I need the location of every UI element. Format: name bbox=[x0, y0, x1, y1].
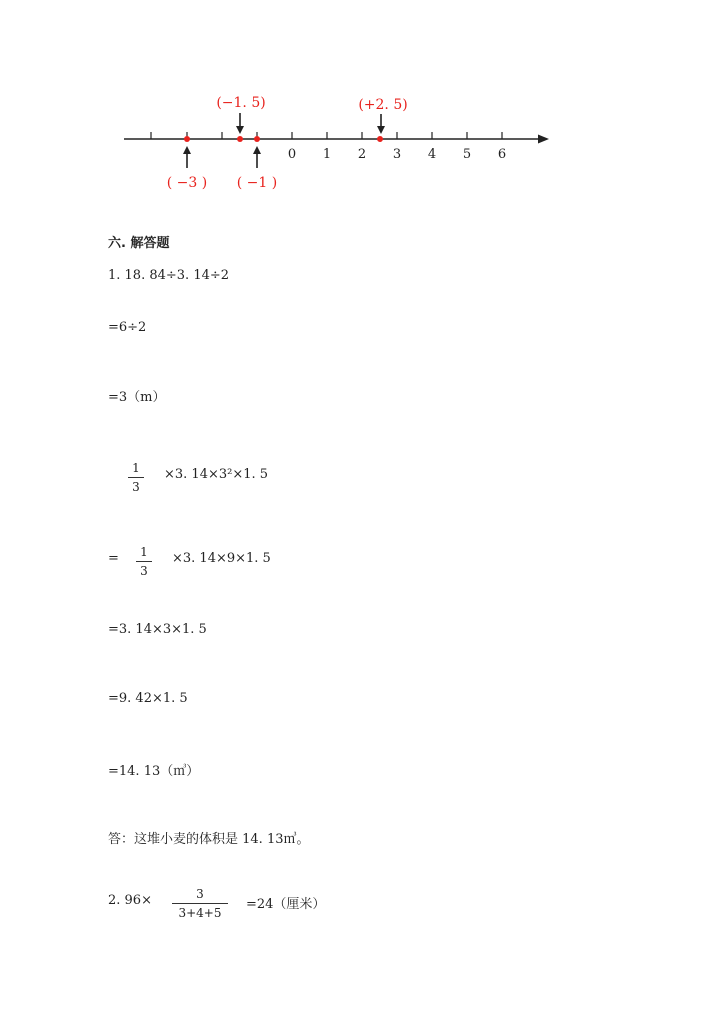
label-minus-1-5: (−1. 5) bbox=[216, 95, 266, 111]
fraction-numerator: 3 bbox=[196, 887, 204, 901]
q1-fraction-one-third-2 bbox=[136, 544, 152, 579]
label-minus-1: ( −1 ) bbox=[236, 175, 278, 191]
arrow-up-icon bbox=[253, 146, 261, 168]
point-plus-2-5 bbox=[377, 136, 383, 142]
q1-line-5-equals: = bbox=[108, 551, 119, 566]
arrow-down-icon bbox=[377, 114, 385, 134]
q1-answer: 答：这堆小麦的体积是 14. 13㎥。 bbox=[108, 832, 310, 847]
point-minus-1 bbox=[254, 136, 260, 142]
q1-line-2: =6÷2 bbox=[108, 320, 147, 335]
tick-label-4: 4 bbox=[427, 147, 437, 162]
q2-prefix: 2. 96× bbox=[108, 893, 152, 908]
q1-line-8: =14. 13（㎥） bbox=[108, 764, 200, 779]
q1-line-6: =3. 14×3×1. 5 bbox=[108, 622, 207, 637]
point-minus-1-5 bbox=[237, 136, 243, 142]
point-minus-3 bbox=[184, 136, 190, 142]
tick-label-2: 2 bbox=[357, 147, 367, 162]
axis-arrow-icon bbox=[538, 135, 549, 144]
arrow-down-icon bbox=[236, 113, 244, 134]
fraction-numerator: 1 bbox=[132, 461, 140, 475]
tick-label-1: 1 bbox=[322, 147, 332, 162]
tick-label-3: 3 bbox=[392, 147, 402, 162]
q1-line-4: ×3. 14×3²×1. 5 bbox=[164, 467, 269, 482]
section-title: 六. 解答题 bbox=[108, 236, 170, 251]
q1-line-7: =9. 42×1. 5 bbox=[108, 691, 188, 706]
fraction-bar bbox=[136, 561, 152, 562]
arrow-up-icon bbox=[183, 146, 191, 168]
fraction-denominator: 3 bbox=[140, 564, 148, 578]
q2-fraction bbox=[172, 886, 228, 921]
tick-label-5: 5 bbox=[462, 147, 472, 162]
q1-fraction-one-third bbox=[128, 460, 144, 495]
q1-line-3: =3（m） bbox=[108, 390, 166, 405]
tick-label-0: 0 bbox=[287, 147, 297, 162]
fraction-denominator: 3 bbox=[132, 480, 140, 494]
fraction-bar bbox=[172, 903, 228, 904]
q2-suffix: =24（厘米） bbox=[246, 897, 326, 912]
axis-ticks bbox=[151, 132, 502, 139]
fraction-bar bbox=[128, 477, 144, 478]
q1-line-5: ×3. 14×9×1. 5 bbox=[172, 551, 271, 566]
q1-line-1: 1. 18. 84÷3. 14÷2 bbox=[108, 268, 230, 283]
fraction-denominator: 3+4+5 bbox=[178, 906, 222, 920]
fraction-numerator: 1 bbox=[140, 545, 148, 559]
label-plus-2-5: (+2. 5) bbox=[358, 97, 408, 113]
label-minus-3: ( −3 ) bbox=[166, 175, 208, 191]
number-line-figure bbox=[100, 88, 570, 198]
tick-label-6: 6 bbox=[497, 147, 507, 162]
